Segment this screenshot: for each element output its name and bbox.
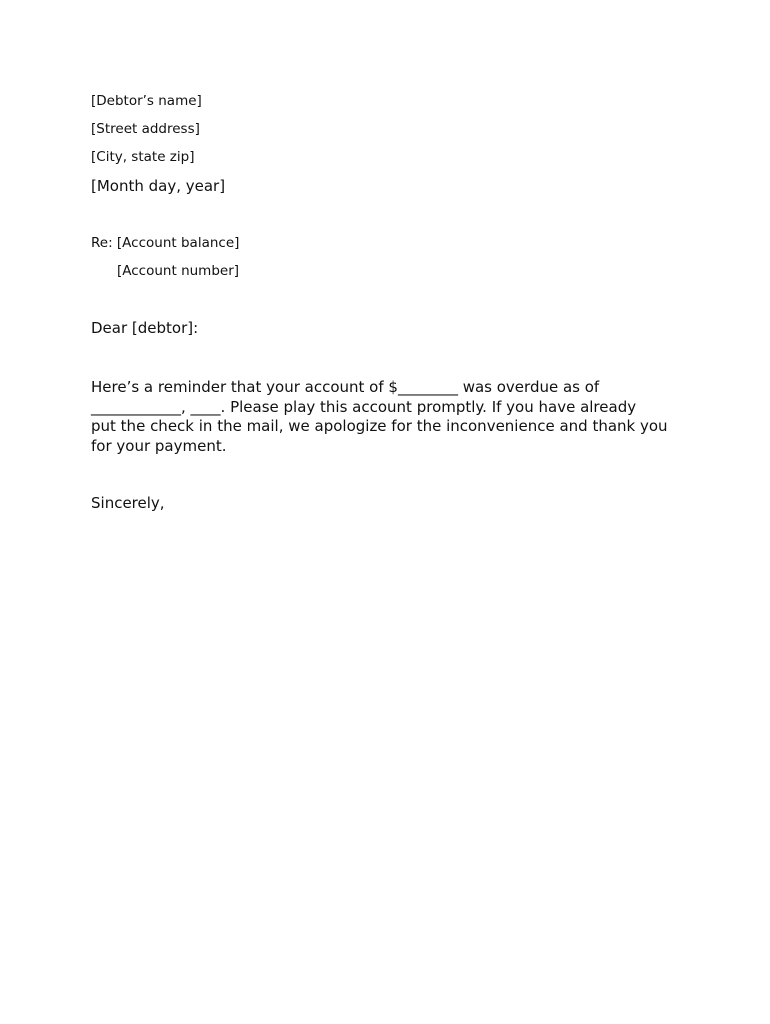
closing: Sincerely, [91,494,165,512]
body-paragraph [91,378,681,456]
street-address: [Street address] [91,121,200,137]
letter-date: [Month day, year] [91,177,226,195]
body-line-3: put the check in the mail, we apologize for the inconvenience and thank you [91,417,668,435]
reference-account-balance: Re: [Account balance] [91,235,240,251]
salutation: Dear [debtor]: [91,319,199,337]
body-line-4: for your payment. [91,436,227,455]
city-state-zip: [City, state zip] [91,149,195,165]
body-line-2: ____________, ____. Please play this account promptly. If you have already [91,397,637,416]
debtor-name: [Debtor’s name] [91,93,202,109]
reference-account-number: [Account number] [117,263,240,279]
body-line-1: Here’s a reminder that your account of $________ was overdue as of [91,378,600,396]
